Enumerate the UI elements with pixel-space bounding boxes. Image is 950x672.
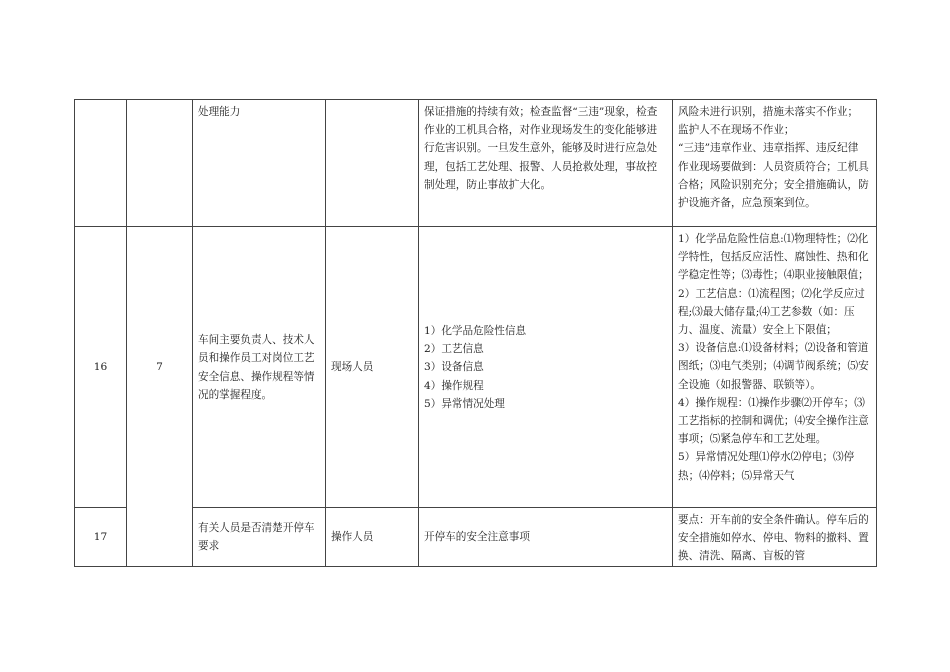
- standard-line: 4）操作规程：⑴操作步骤⑵开停车；⑶工艺指标的控制和调优；⑷安全操作注意事项；⑸紧急停车和工艺处理。: [678, 396, 869, 446]
- item-cell: 车间主要负责人、技术人员和操作员工对岗位工艺安全信息、操作规程等情况的掌握程度。: [193, 227, 326, 508]
- item-cell: 有关人员是否清楚开停车要求: [193, 508, 326, 567]
- standard-line: 风险未进行识别，措施未落实不作业；: [678, 106, 859, 118]
- standard-line: 3）设备信息:⑴设备材料；⑵设备和管道图纸；⑶电气类别；⑷调节阀系统；⑸安全设施（如报警器、联锁等）。: [678, 342, 869, 391]
- table-row: [75, 227, 877, 508]
- item-cell: 处理能力: [193, 100, 326, 227]
- role-cell: [326, 100, 419, 227]
- content-line: 3）设备信息: [424, 361, 484, 374]
- content-line: 2）工艺信息: [424, 343, 484, 356]
- row-number-cell: 16: [75, 227, 127, 508]
- group-cell: [127, 100, 193, 227]
- role-cell: 现场人员: [326, 227, 419, 508]
- content-cell: [419, 227, 673, 508]
- standard-line: 2）工艺信息：⑴流程图；⑵化学反应过程;⑶最大储存量;⑷工艺参数（如：压力、温度、流量）安全上下限值；: [678, 287, 865, 337]
- content-cell: 开停车的安全注意事项: [419, 508, 673, 567]
- standard-line: “三违”违章作业、违章指挥、违反纪律: [678, 142, 859, 155]
- content-line: 5）异常情况处理: [424, 397, 505, 410]
- content-line: 1）化学品危险性信息: [424, 324, 527, 337]
- standard-line: 作业现场要做到：人员资质符合；工机具合格；风险识别充分；安全措施确认，防护设施齐备，应急预案到位。: [678, 160, 869, 210]
- inspection-table: [74, 99, 877, 567]
- standard-cell: [673, 100, 877, 227]
- standard-line: 5）异常情况处理⑴停水⑵停电；⑶停热；⑷停料；⑸异常天气: [678, 451, 855, 482]
- content-cell: 保证措施的持续有效；检查监督“三违”现象，检查作业的工机具合格，对作业现场发生的变化能够进行危害识别。一旦发生意外，能够及时进行应急处理，包括工艺处理、报警、人员抢救处理，事故控制处理，防止事故扩大化。: [419, 100, 673, 227]
- table-row: [75, 100, 877, 227]
- content-line: 4）操作规程: [424, 379, 484, 392]
- role-cell: 操作人员: [326, 508, 419, 567]
- standard-line: 监护人不在现场不作业；: [678, 124, 795, 137]
- standard-line: 1）化学品危险性信息:⑴物理特性；⑵化学特性，包括反应活性、腐蚀性、热和化学稳定性等；⑶毒性；⑷职业接触限值；: [678, 233, 869, 282]
- group-cell: 7: [127, 227, 193, 567]
- row-number-cell: 17: [75, 508, 127, 567]
- row-number-cell: [75, 100, 127, 227]
- table-row: [75, 508, 877, 567]
- standard-cell: [673, 227, 877, 508]
- standard-cell: 要点：开车前的安全条件确认。停车后的安全措施如停水、停电、物料的撤料、置换、清洗、隔离、盲板的管: [673, 508, 877, 567]
